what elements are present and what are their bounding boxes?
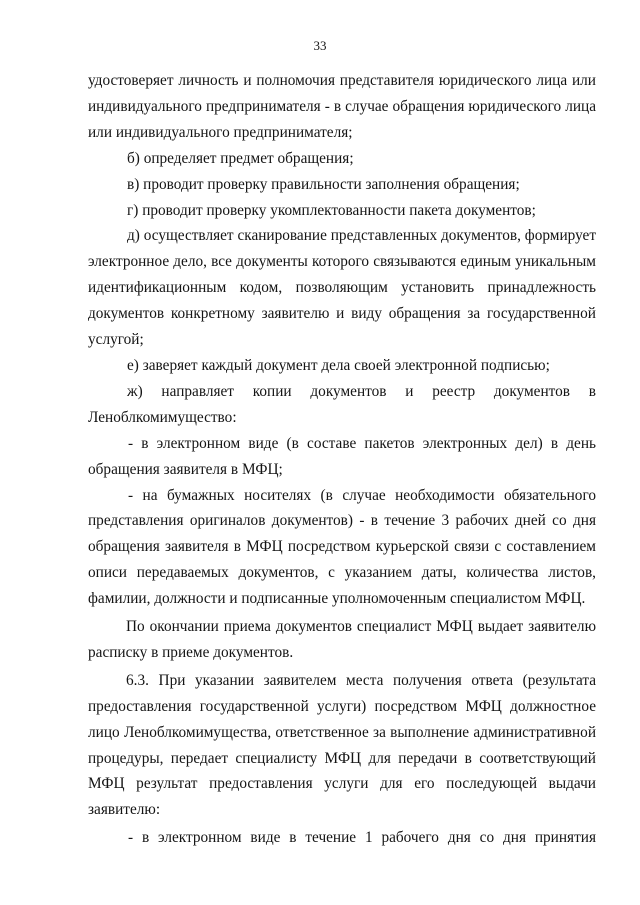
paragraph-paper-form: - на бумажных носителях (в случае необходимости обязательного представления оригиналов документов) - в течение 3 рабочих дней со дня обращения заявителя в МФЦ посредством курьерской связи с составлением описи передаваемых документов, с указанием даты, количества листов, фамилии, должности и подписанные уполномоченным специалистом МФЦ. bbox=[88, 486, 596, 608]
paragraph-item-zh: ж) направляет копии документов и реестр документов в Леноблкомимущество: bbox=[88, 382, 596, 426]
paragraph-item-v: в) проводит проверку правильности заполнения обращения; bbox=[127, 175, 520, 193]
paragraph-item-e: е) заверяет каждый документ дела своей электронной подписью; bbox=[127, 356, 550, 374]
paragraph-representative-id: удостоверяет личность и полномочия представителя юридического лица или индивидуального предпринимателя - в случае обращения юридического лица или индивидуального предпринимателя; bbox=[88, 72, 596, 141]
paragraph-electronic-one-day: - в электронном виде в течение 1 рабочего дня со дня принятия bbox=[128, 829, 596, 847]
paragraph-item-d: д) осуществляет сканирование представленных документов, формирует электронное дело, все документы которого связываются единым уникальным идентификационным кодом, позволяющим установить принадлежность документов конкретному заявителю и виду обращения за государственной услугой; bbox=[88, 227, 596, 349]
paragraph-electronic-form: - в электронном виде (в составе пакетов электронных дел) в день обращения заявителя в МФЦ; bbox=[88, 434, 596, 478]
paragraph-receipt: По окончании приема документов специалист МФЦ выдает заявителю расписку в приеме документов. bbox=[88, 618, 596, 661]
page-number: 33 bbox=[313, 38, 327, 53]
document-body bbox=[88, 68, 596, 851]
paragraph-section-6-3: 6.3. При указании заявителем места получения ответа (результата предоставления государственной услуги) посредством МФЦ должностное лицо Леноблкомимущества, ответственное за выполнение административной процедуры, передает специалисту МФЦ для передачи в соответствующий МФЦ результат предоставления услуги для его последующей выдачи заявителю: bbox=[88, 671, 596, 819]
paragraph-item-g: г) проводит проверку укомплектованности пакета документов; bbox=[127, 201, 536, 219]
paragraph-item-b: б) определяет предмет обращения; bbox=[127, 149, 354, 167]
